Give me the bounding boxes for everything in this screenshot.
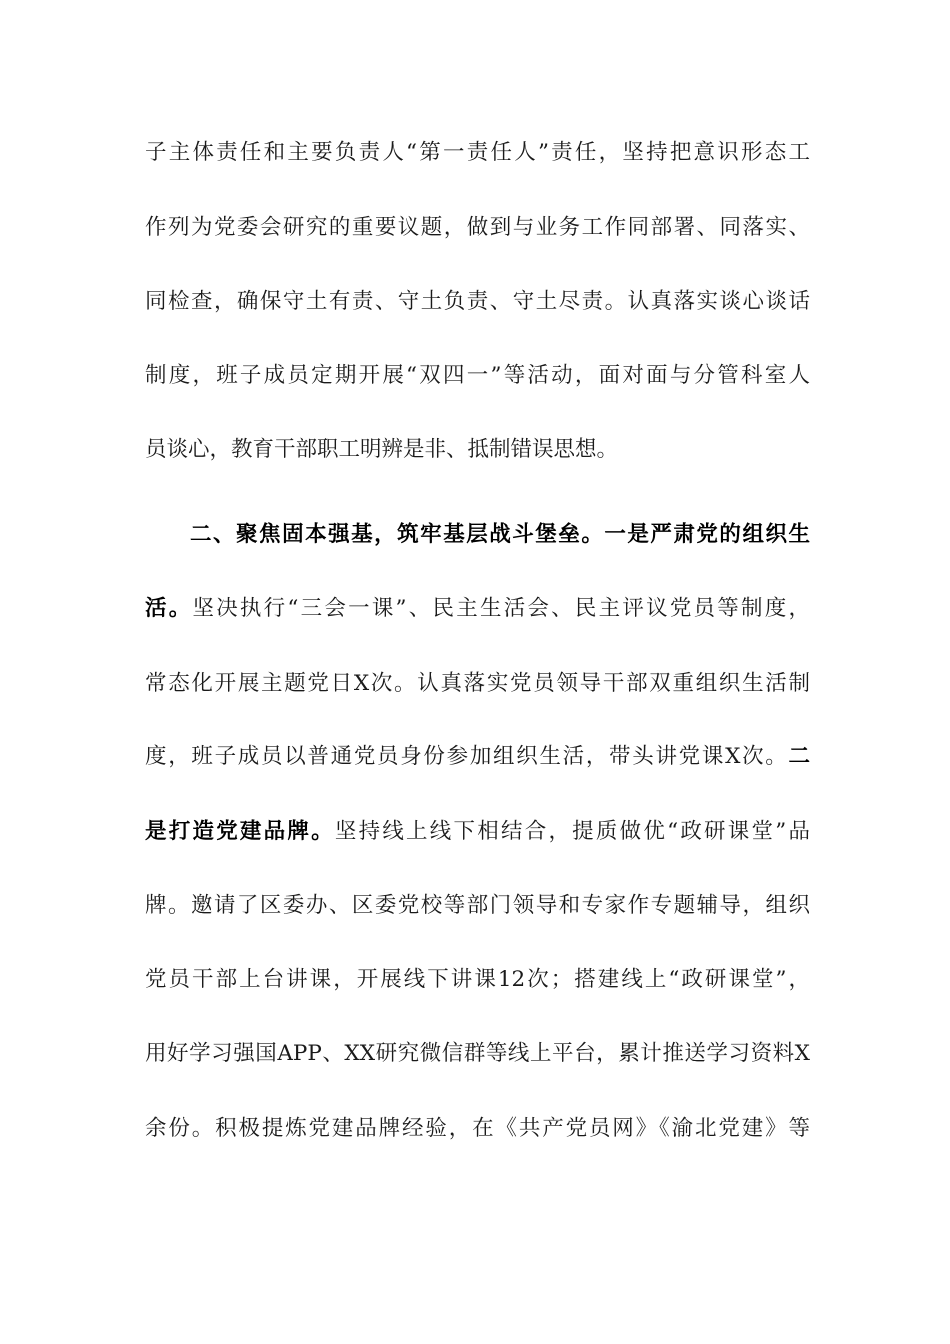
paragraph2-line-4 [145, 737, 810, 777]
paragraph2-line-9: 余份。积极提炼党建品牌经验，在《共产党员网》《渝北党建》等 [145, 1116, 810, 1141]
paragraph2-line-2 [145, 589, 810, 629]
paragraph2-line-8: 用好学习强国APP、XX研究微信群等线上平台，累计推送学习资料X [145, 1041, 810, 1066]
subheading-two-rest: 是打造党建品牌。 [145, 819, 335, 844]
paragraph1-line-2: 作列为党委会研究的重要议题，做到与业务工作同部署、同落实、 [145, 215, 810, 240]
subheading-two-start: 二 [788, 744, 810, 769]
paragraph2-line-3: 常态化开展主题党日X次。认真落实党员领导干部双重组织生活制 [145, 671, 810, 696]
paragraph2-line-1 [190, 515, 810, 555]
subheading-one-end: 活。 [145, 596, 193, 621]
paragraph2-text: 坚持线上线下相结合，提质做优“政研课堂”品 [334, 819, 810, 844]
paragraph2-line-5 [145, 812, 810, 852]
paragraph2-text: 坚决执行“三会一课”、民主生活会、民主评议党员等制度， [192, 596, 810, 621]
paragraph1-line-1: 子主体责任和主要负责人“第一责任人”责任，坚持把意识形态工 [145, 140, 810, 165]
paragraph1-line-5: 员谈心，教育干部职工明辨是非、抵制错误思想。 [145, 437, 619, 462]
paragraph1-line-4: 制度，班子成员定期开展“双四一”等活动，面对面与分管科室人 [145, 363, 810, 388]
section-heading: 二、聚焦固本强基，筑牢基层战斗堡垒。一是严肃党的组织生 [190, 522, 810, 547]
paragraph1-line-3: 同检查，确保守土有责、守土负责、守土尽责。认真落实谈心谈话 [145, 289, 810, 314]
paragraph2-line-7: 党员干部上台讲课，开展线下讲课12次；搭建线上“政研课堂”， [145, 967, 810, 992]
paragraph2-text: 度，班子成员以普通党员身份参加组织生活，带头讲党课X次。 [145, 744, 789, 769]
paragraph2-line-6: 牌。邀请了区委办、区委党校等部门领导和专家作专题辅导，组织 [145, 893, 810, 918]
